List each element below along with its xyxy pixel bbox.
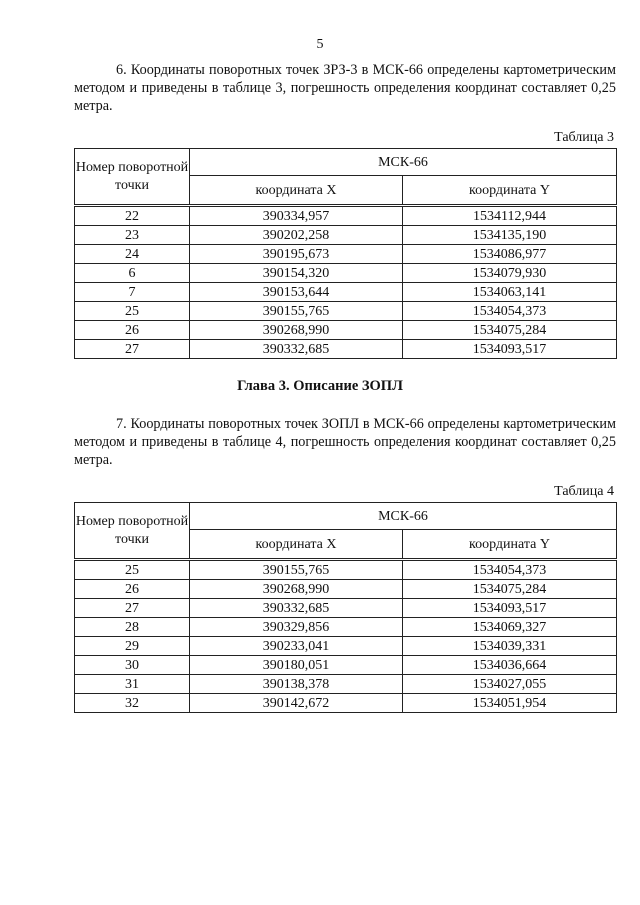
coordinate-x: 390155,765 [190,302,403,321]
coordinate-y: 1534075,284 [403,580,617,599]
chapter-title: Глава 3. Описание ЗОПЛ [237,378,403,394]
point-number: 6 [75,264,190,283]
table-row [75,283,617,302]
table4-header-point: Номер поворотной точки [75,503,190,560]
coordinate-y: 1534069,327 [403,618,617,637]
coordinate-x: 390329,856 [190,618,403,637]
table-row [75,340,617,359]
point-number: 23 [75,226,190,245]
table4-coordinates [74,502,617,713]
table-row [75,302,617,321]
coordinate-y: 1534075,284 [403,321,617,340]
table4-header-y: координата Y [403,530,617,560]
coordinate-x: 390195,673 [190,245,403,264]
point-number: 25 [75,560,190,580]
coordinate-x: 390153,644 [190,283,403,302]
coordinate-x: 390332,685 [190,340,403,359]
table-row [75,637,617,656]
point-number: 27 [75,599,190,618]
point-number: 31 [75,675,190,694]
page-number: 5 [316,37,324,52]
coordinate-y: 1534039,331 [403,637,617,656]
table-row [75,245,617,264]
point-number: 28 [75,618,190,637]
coordinate-y: 1534093,517 [403,599,617,618]
table-row [75,321,617,340]
coordinate-x: 390138,378 [190,675,403,694]
point-number: 26 [75,580,190,599]
table-row [75,226,617,245]
table-row [75,264,617,283]
coordinate-y: 1534112,944 [403,206,617,226]
coordinate-y: 1534051,954 [403,694,617,713]
point-number: 29 [75,637,190,656]
point-number: 32 [75,694,190,713]
table3-header-point: Номер поворотной точки [75,149,190,206]
coordinate-y: 1534054,373 [403,560,617,580]
table3-caption: Таблица 3 [554,130,614,145]
coordinate-y: 1534079,930 [403,264,617,283]
table3-header-x: координата X [190,176,403,206]
coordinate-y: 1534027,055 [403,675,617,694]
coordinate-y: 1534054,373 [403,302,617,321]
paragraph-zrz3: 6. Координаты поворотных точек ЗРЗ-3 в МСК-66 определены картометрическим методом и приведены в таблице 3, погрешность определения координат составляет 0,25 метра. [74,62,616,114]
table-row [75,580,617,599]
coordinate-x: 390268,990 [190,321,403,340]
point-number: 7 [75,283,190,302]
point-number: 30 [75,656,190,675]
table-row [75,656,617,675]
table3-header-y: координата Y [403,176,617,206]
table-row [75,206,617,226]
coordinate-x: 390142,672 [190,694,403,713]
coordinate-x: 390332,685 [190,599,403,618]
table4-header-x: координата X [190,530,403,560]
paragraph-zopl: 7. Координаты поворотных точек ЗОПЛ в МСК-66 определены картометрическим методом и приведены в таблице 4, погрешность определения координат составляет 0,25 метра. [74,416,616,468]
coordinate-y: 1534063,141 [403,283,617,302]
table-row [75,599,617,618]
table4-caption: Таблица 4 [554,484,614,499]
coordinate-x: 390155,765 [190,560,403,580]
coordinate-x: 390154,320 [190,264,403,283]
coordinate-y: 1534086,977 [403,245,617,264]
point-number: 22 [75,206,190,226]
table-row [75,675,617,694]
coordinate-x: 390180,051 [190,656,403,675]
coordinate-x: 390233,041 [190,637,403,656]
point-number: 27 [75,340,190,359]
table3-coordinates [74,148,617,359]
table-row [75,560,617,580]
point-number: 26 [75,321,190,340]
coordinate-y: 1534036,664 [403,656,617,675]
table-row [75,694,617,713]
table-row [75,618,617,637]
coordinate-y: 1534093,517 [403,340,617,359]
coordinate-y: 1534135,190 [403,226,617,245]
point-number: 25 [75,302,190,321]
coordinate-x: 390334,957 [190,206,403,226]
point-number: 24 [75,245,190,264]
table3-header-system: МСК-66 [190,149,617,176]
coordinate-x: 390268,990 [190,580,403,599]
table4-header-system: МСК-66 [190,503,617,530]
coordinate-x: 390202,258 [190,226,403,245]
